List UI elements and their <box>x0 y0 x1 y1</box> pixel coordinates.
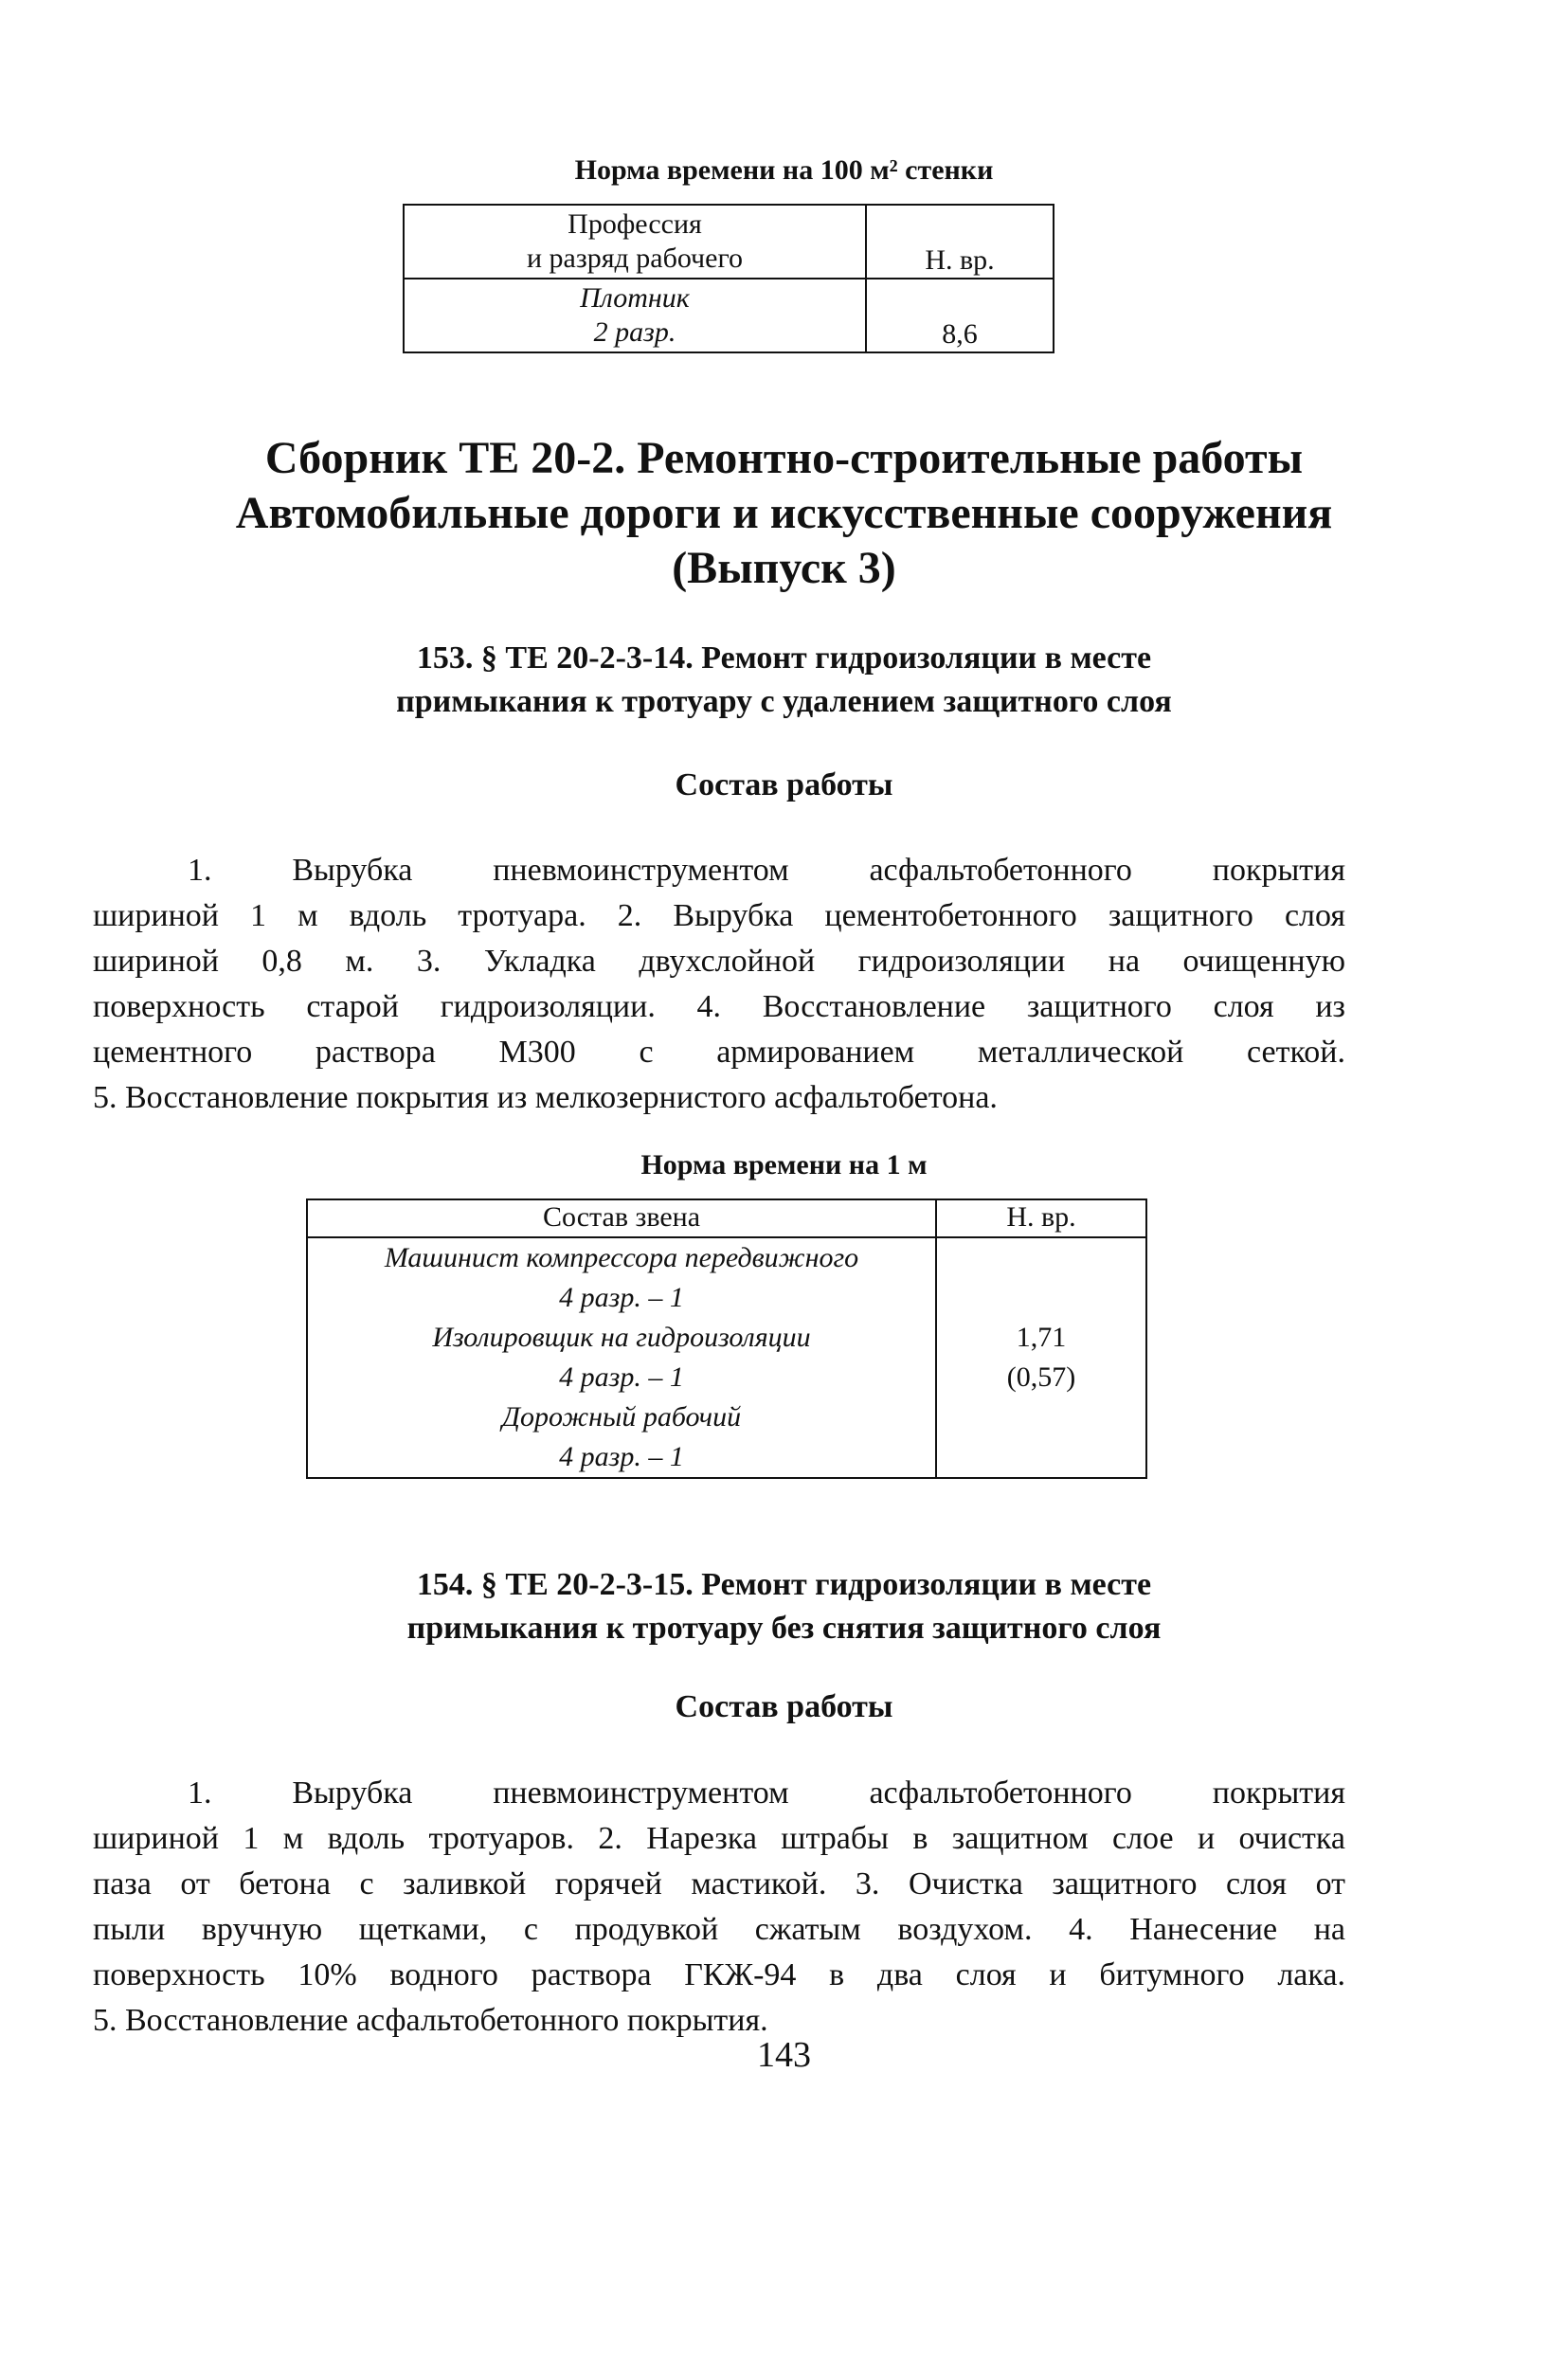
header-norm <box>866 205 1054 279</box>
header-crew-label: Состав звена <box>542 1201 701 1233</box>
collection-title-line3: (Выпуск 3) <box>672 543 896 593</box>
profession-name: Плотник <box>580 282 690 314</box>
section-153-text <box>93 848 1345 1121</box>
norm-value-cell <box>866 279 1054 352</box>
header-norm-label: Н. вр. <box>925 244 995 276</box>
section-154-text <box>93 1771 1345 2044</box>
text-line: 1. Вырубка пневмоинструментом асфальтобетонного покрытия <box>188 1775 1345 1811</box>
header-crew <box>307 1199 936 1237</box>
header-norm-label: Н. вр. <box>1006 1201 1076 1233</box>
collection-title-line1: Сборник ТЕ 20-2. Ремонтно-строительные работы <box>264 433 1304 483</box>
text-line: 5. Восстановление покрытия из мелкозернистого асфальтобетона. <box>93 1080 998 1115</box>
text-line: пыли вручную щетками, с продувкой сжатым воздухом. 4. Нанесение на <box>93 1912 1345 1947</box>
crew-line: 4 разр. – 1 <box>559 1361 684 1393</box>
time-norm-table-2 <box>306 1199 1147 1479</box>
section-154-heading-line2: примыкания к тротуару без снятия защитного слоя <box>406 1611 1162 1646</box>
profession-cell <box>404 279 866 352</box>
norm-value-cell <box>936 1237 1146 1478</box>
table-row <box>404 279 1054 352</box>
norm-value: 1,71 <box>1016 1322 1067 1353</box>
crew-line: Дорожный рабочий <box>501 1401 742 1433</box>
collection-title-line2: Автомобильные дороги и искусственные сооружения <box>235 488 1333 538</box>
text-line: шириной 1 м вдоль тротуаров. 2. Нарезка штрабы в защитном слое и очистка <box>93 1821 1345 1856</box>
table-header-row <box>307 1199 1146 1237</box>
text-line: поверхность старой гидроизоляции. 4. Восстановление защитного слоя из <box>93 989 1345 1024</box>
page-number: 143 <box>757 2035 811 2075</box>
collection-title <box>0 431 1568 596</box>
crew-line: Изолировщик на гидроизоляции <box>432 1322 811 1353</box>
text-line: шириной 0,8 м. 3. Укладка двухслойной гидроизоляции на очищенную <box>93 944 1345 979</box>
section-153-work-title: Состав работы <box>675 767 893 802</box>
table-row <box>307 1237 1146 1478</box>
crew-cell <box>307 1237 936 1478</box>
header-profession-line1: Профессия <box>568 208 702 240</box>
crew-line: 4 разр. – 1 <box>559 1282 684 1313</box>
header-profession-line2: и разряд рабочего <box>526 243 744 274</box>
text-line: поверхность 10% водного раствора ГКЖ-94 в два слоя и битумного лака. <box>93 1957 1345 1992</box>
section-154-work-title: Состав работы <box>675 1689 893 1724</box>
section-153-heading-line2: примыкания к тротуару с удалением защитного слоя <box>396 684 1172 719</box>
text-line: паза от бетона с заливкой горячей мастикой. 3. Очистка защитного слоя от <box>93 1866 1345 1901</box>
section-154-heading <box>0 1563 1568 1650</box>
norm-value: 8,6 <box>942 318 978 350</box>
section-153-heading-line1: 153. § ТЕ 20-2-3-14. Ремонт гидроизоляции в месте <box>416 640 1152 676</box>
section-153-heading <box>0 637 1568 724</box>
section-154-heading-line1: 154. § ТЕ 20-2-3-15. Ремонт гидроизоляции в месте <box>416 1567 1152 1602</box>
text-line: 5. Восстановление асфальтобетонного покрытия. <box>93 2003 768 2038</box>
text-line: 1. Вырубка пневмоинструментом асфальтобетонного покрытия <box>188 853 1345 888</box>
text-line: шириной 1 м вдоль тротуара. 2. Вырубка цементобетонного защитного слоя <box>93 898 1345 933</box>
text-line: цементного раствора М300 с армированием металлической сеткой. <box>93 1035 1345 1070</box>
table1-caption: Норма времени на 100 м² стенки <box>574 154 994 186</box>
crew-line: Машинист компрессора передвижного <box>384 1242 859 1273</box>
table-header-row <box>404 205 1054 279</box>
profession-grade: 2 разр. <box>593 316 676 348</box>
table2-caption: Норма времени на 1 м <box>640 1149 928 1180</box>
header-profession <box>404 205 866 279</box>
time-norm-table-1 <box>403 204 1054 353</box>
crew-line: 4 разр. – 1 <box>559 1441 684 1472</box>
header-norm <box>936 1199 1146 1237</box>
norm-value-secondary: (0,57) <box>1006 1361 1076 1393</box>
